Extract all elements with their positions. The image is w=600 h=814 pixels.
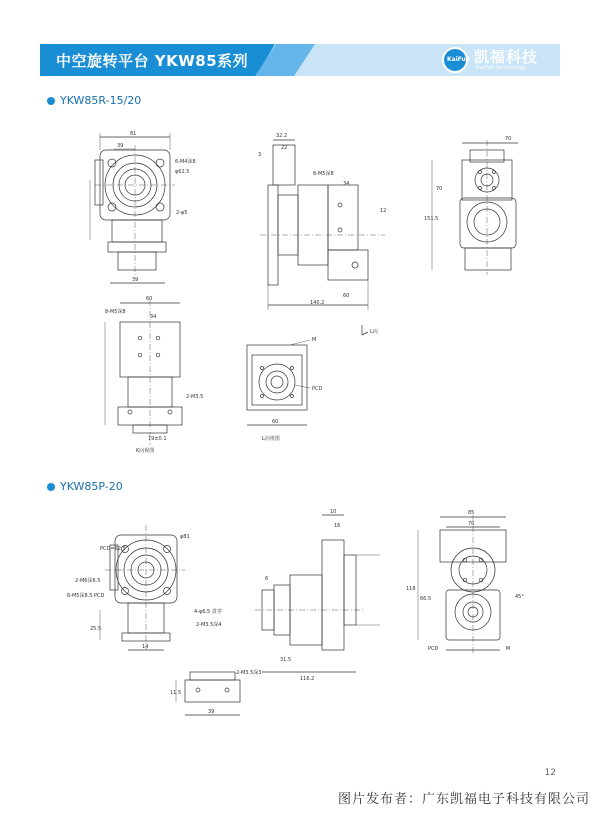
dim-label: M	[312, 337, 317, 343]
dim-label: 60	[146, 296, 153, 302]
page-number: 12	[544, 768, 556, 778]
dim-label: 2-M3.5深3	[236, 670, 262, 676]
dim-label: 45°	[515, 594, 524, 600]
dim-label: 4-φ6.5 贯穿	[194, 609, 222, 615]
dim-label: 8-M5深8	[105, 309, 126, 315]
dim-label: 8-M5深8	[313, 171, 334, 177]
p-right-view	[418, 515, 506, 655]
logo-name: 凯福科技	[474, 48, 539, 66]
dim-label: 81	[130, 131, 137, 137]
dim-label: 22	[281, 145, 288, 151]
r-k-view	[105, 300, 182, 445]
dim-label: 3	[258, 152, 262, 158]
dim-label: 25.5	[90, 626, 102, 632]
dim-label: 6-M4深8	[175, 159, 196, 165]
dim-label: 151.5	[424, 216, 439, 222]
dim-label: M	[506, 646, 511, 652]
p-side-view	[255, 515, 380, 672]
dim-label: 11.5	[170, 690, 182, 696]
dim-label: 60	[343, 293, 350, 299]
r-right-view	[432, 140, 518, 275]
dim-label: PCD	[312, 386, 323, 392]
dim-label: 31.5	[280, 657, 292, 663]
r-l-view	[247, 340, 310, 425]
dim-label: 70	[436, 186, 443, 192]
dim-label: PCD	[428, 646, 439, 652]
section-title-r: YKW85R-15/20	[60, 94, 142, 107]
dim-label: 34	[343, 181, 350, 187]
dim-label: 6	[265, 576, 269, 582]
publisher-credit: 图片发布者：广东凯福电子科技有限公司	[337, 792, 590, 807]
dim-label: φ81	[180, 534, 190, 540]
dim-label: 32.2	[276, 133, 288, 139]
dim-label: L向视图	[262, 436, 280, 442]
dim-label: 118	[406, 586, 416, 592]
dim-label: 70	[468, 521, 475, 527]
dim-label: 70	[505, 136, 512, 142]
dim-label: 39	[117, 143, 124, 149]
dim-label: 6-M5深8.5 PCD	[67, 593, 105, 599]
dim-label: 12	[380, 208, 387, 214]
dim-label: L向	[370, 329, 378, 335]
dim-label: 2-M3.5深4	[196, 622, 222, 628]
dim-label: 19±0.1	[148, 436, 167, 442]
dim-label: PCD=62.5	[100, 546, 126, 552]
dim-label: 140.2	[310, 300, 325, 306]
dim-label: 34	[150, 314, 157, 320]
dim-label: 16	[334, 523, 341, 529]
dim-label: 39	[132, 277, 139, 283]
dim-label: 10	[330, 509, 337, 515]
r-front-view	[90, 133, 175, 283]
dim-label: 2-φ5	[176, 210, 188, 216]
dim-label: φ62.5	[175, 169, 190, 175]
dim-label: 85	[468, 510, 475, 516]
logo-badge-text: KaiFull	[447, 56, 470, 63]
dim-label: 116.2	[300, 676, 315, 682]
dim-label: 39	[208, 709, 215, 715]
dim-label: 60	[272, 419, 279, 425]
section-title-p: YKW85P-20	[60, 480, 123, 493]
dim-label: 14	[142, 644, 149, 650]
dim-label: 66.5	[420, 596, 432, 602]
dim-label: 2-M6深6.5	[75, 578, 101, 584]
logo-subtitle: KaiFull Technology	[476, 65, 527, 71]
page-title: 中空旋转平台 YKW85系列	[56, 52, 249, 70]
dim-label: K向视图	[136, 448, 155, 454]
p-front-view	[100, 525, 185, 650]
dim-label: 2-M3.5	[186, 394, 204, 400]
